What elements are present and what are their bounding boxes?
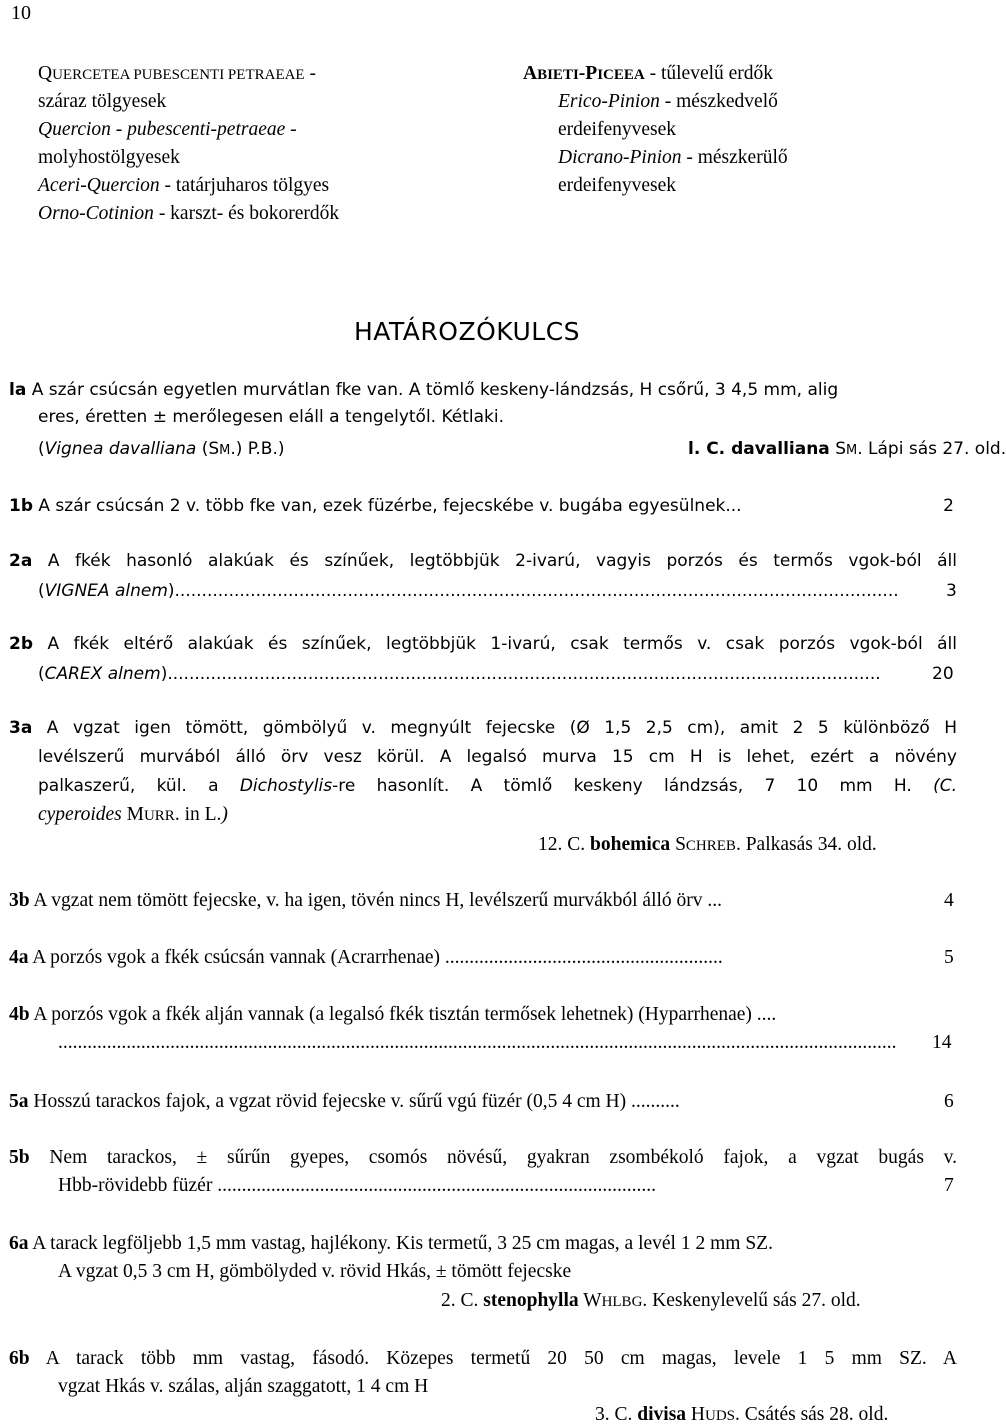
species-author: H (686, 1404, 706, 1425)
syntaxon-name: Erico-Pinion (558, 91, 660, 112)
couplet-number: 1b (9, 496, 33, 516)
species-number: l. C. (688, 439, 732, 459)
species-number: 3. C. (595, 1404, 638, 1425)
couplet-number: 4b (9, 1004, 30, 1025)
paren: ( (38, 439, 45, 459)
right-col-line-5: erdeifenyvesek (558, 175, 677, 196)
paren: ) (160, 664, 168, 684)
species-result (441, 1290, 861, 1312)
text-segment: palkaszerű, kül. a (38, 776, 240, 796)
right-col-line-4 (558, 147, 788, 169)
couplet-text: Nem tarackos, ± sűrűn gyepes, csomós növésű, gyakran zsombékoló fajok, a vgzat bugás v. (29, 1147, 957, 1168)
paren: ( (38, 664, 45, 684)
species-name: davalliana (731, 439, 830, 459)
couplet-text: Hosszú tarackos fajok, a vgzat rövid fejecske v. sűrű vgú füzér (0,5 4 cm H) (28, 1091, 627, 1112)
couplet-text: Hbb-rövidebb füzér (58, 1175, 213, 1196)
key-entry-line (9, 1147, 957, 1169)
species-name: bohemica (590, 834, 671, 855)
line-tail: - tatárjuharos tölgyes (159, 175, 330, 196)
right-col-line-1 (523, 63, 773, 85)
go-to-number: 2 (943, 496, 954, 516)
paren: ) (221, 804, 228, 825)
species-author: S (670, 834, 686, 855)
key-entry-line (9, 380, 838, 400)
key-entry-line (9, 1004, 776, 1026)
key-entry-line (9, 1233, 773, 1255)
author-smallcaps: M (219, 443, 231, 458)
key-heading: HATÁROZÓKULCS (354, 317, 581, 346)
couplet-text: A szár csúcsán egyetlen murvátlan fke van. A tömlő keskeny-lándzsás, H csőrű, 3 4,5 mm, alig (26, 380, 839, 400)
go-to-number: 6 (944, 1091, 954, 1112)
couplet-text: A fkék hasonló alakúak és színűek, legtöbbjük 2-ivarú, vagyis porzós és termős vgok-ból áll (32, 551, 957, 571)
right-col-line-3: erdeifenyvesek (558, 119, 677, 140)
species-author: S (829, 439, 846, 459)
author-tail: .) P.B.) (230, 439, 285, 459)
key-entry-line (9, 1348, 957, 1370)
leader-dots: ... (725, 496, 742, 516)
smallcaps-rest: BIETI (537, 67, 579, 83)
key-entry-line (38, 664, 928, 684)
line-tail: - (304, 63, 316, 84)
go-to-number: 14 (932, 1032, 952, 1053)
subgenus-name: VIGNEA alnem (44, 581, 168, 601)
smallcaps-initial: Q (38, 63, 53, 84)
species-author-smallcaps: HLBG (601, 1294, 643, 1310)
key-entry-line (9, 634, 957, 654)
species-author-smallcaps: CHREB (685, 838, 736, 854)
go-to-number: 4 (944, 890, 954, 911)
synonym-name: cyperoides (38, 804, 122, 825)
go-to-number: 3 (946, 581, 957, 601)
key-entry-line (38, 776, 957, 796)
species-author-smallcaps: M (846, 443, 858, 458)
species-result (538, 834, 877, 856)
left-col-line-5 (38, 175, 329, 197)
smallcaps-rest: ICEEA (597, 67, 645, 83)
species-name: stenophylla (483, 1290, 579, 1311)
species-result (595, 1404, 888, 1426)
key-entry-line (9, 1091, 680, 1113)
couplet-text: A porzós vgok a fkék csúcsán vannak (Acrarrhenae) (28, 947, 440, 968)
couplet-number: 2a (9, 551, 33, 571)
leader-dots: ...................................................................................................................................... (174, 581, 899, 601)
paren: ) (167, 581, 175, 601)
smallcaps-initial: A (523, 63, 538, 84)
couplet-number: 2b (9, 634, 33, 654)
couplet-number: 5a (9, 1091, 29, 1112)
author: (S (196, 439, 220, 459)
species-name: divisa (637, 1404, 687, 1425)
couplet-text: A tarack legföljebb 1,5 mm vastag, hajlékony. Kis termetű, 3 25 cm magas, a levél 1 2 mm SZ. (28, 1233, 773, 1254)
line-tail: - (285, 119, 297, 140)
go-to-number: 20 (932, 664, 954, 684)
subgenus-name: CAREX alnem (44, 664, 161, 684)
couplet-text: A szár csúcsán 2 v. több fke van, ezek füzérbe, fejecskébe v. bugába egyesülnek (33, 496, 726, 516)
author-smallcaps: URR (143, 808, 175, 824)
synonym-line (38, 439, 285, 459)
line-tail: - tűlevelű erdők (644, 63, 774, 84)
synonym-line (38, 804, 228, 826)
couplet-number: 5b (9, 1147, 30, 1168)
syntaxon-name: Aceri-Quercion (38, 175, 160, 196)
key-entry-line (9, 718, 957, 738)
couplet-text: A tarack több mm vastag, fásodó. Közepes termetű 20 50 cm magas, levele 1 5 mm SZ. A (29, 1348, 957, 1369)
leader-dots: .......... (626, 1091, 680, 1112)
line-tail: - karszt- és bokorerdők (153, 203, 340, 224)
smallcaps-rest: UERCETEA PUBESCENTI PETRAEAE (52, 67, 305, 83)
species-common-name: . Lápi sás 27. old. (857, 439, 1006, 459)
couplet-text: A vgzat nem tömött fejecske, v. ha igen, tövén nincs H, levélszerű murvákból álló örv (29, 890, 703, 911)
line-tail: - mészkerülő (681, 147, 788, 168)
left-col-line-1 (38, 63, 316, 85)
author-tail: . in L. (174, 804, 222, 825)
key-entry-line: levélszerű murvából álló örv vesz körül. A legalsó murva 15 cm H is lehet, ezért a növény (38, 747, 957, 767)
left-col-line-6 (38, 203, 339, 225)
species-common-name: . Csátés sás 28. old. (735, 1404, 889, 1425)
couplet-number: la (9, 380, 27, 400)
line-tail: - mészkedvelő (659, 91, 778, 112)
page-number: 10 (11, 2, 31, 24)
paren: ( (38, 581, 45, 601)
leader-dots: ......................................................... (440, 947, 723, 968)
left-col-line-3 (38, 119, 297, 141)
leader-dots: .................................................................................................................................... (167, 664, 881, 684)
key-entry-1b (9, 496, 957, 516)
smallcaps-initial: -P (578, 63, 598, 84)
key-entry-line: vgzat Hkás v. szálas, alján szaggatott, 1 4 cm H (58, 1376, 429, 1397)
text-segment: -re hasonlít. A tömlő keskeny lándzsás, 7 10 mm H. (332, 776, 912, 796)
leader-dots: .......................................................................................... (212, 1175, 656, 1196)
couplet-text: A fkék eltérő alakúak és színűek, legtöbbjük 1-ivarú, csak termős v. csak porzós vgok-ból áll (33, 634, 957, 654)
couplet-text: A porzós vgok a fkék alján vannak (a legalsó fkék tisztán termősek lehetnek) (Hyparrhenae) .... (29, 1004, 777, 1025)
synonym-start: (C. (911, 776, 958, 796)
species-common-name: . Keskenylevelű sás 27. old. (642, 1290, 861, 1311)
key-entry-line (38, 581, 957, 601)
species-number: 12. C. (538, 834, 591, 855)
left-col-line-2: száraz tölgyesek (38, 91, 167, 112)
species-common-name: . Palkasás 34. old. (735, 834, 877, 855)
leader-dots: ... (702, 890, 723, 911)
species-result (688, 439, 1006, 459)
couplet-number: 6a (9, 1233, 29, 1254)
syntaxon-name: Quercion - pubescenti-petraeae (38, 119, 286, 140)
leader-dots: ............................................................................................................................................................................ (58, 1032, 897, 1053)
key-entry-line (9, 890, 722, 912)
species-number: 2. C. (441, 1290, 484, 1311)
synonym-name: Vignea davalliana (44, 439, 197, 459)
key-entry-line (9, 551, 957, 571)
genus-name: Dichostylis (239, 776, 333, 796)
syntaxon-name: Orno-Cotinion (38, 203, 154, 224)
left-col-line-4: molyhostölgyesek (38, 147, 180, 168)
syntaxon-name: Dicrano-Pinion (558, 147, 682, 168)
key-entry-line (58, 1175, 928, 1197)
couplet-text: A vgzat igen tömött, gömbölyű v. megnyúlt fejecske (Ø 1,5 2,5 cm), amit 2 5 különböző H (32, 718, 957, 738)
couplet-number: 3b (9, 890, 30, 911)
species-author-smallcaps: UDS (705, 1408, 736, 1424)
go-to-number: 5 (944, 947, 954, 968)
author: M (121, 804, 144, 825)
couplet-number: 3a (9, 718, 33, 738)
key-entry-line: A vgzat 0,5 3 cm H, gömbölyded v. rövid Hkás, ± tömött fejecske (58, 1261, 572, 1282)
key-entry-line: eres, éretten ± merőlegesen eláll a tengelytől. Kétlaki. (38, 407, 505, 427)
couplet-number: 4a (9, 947, 29, 968)
right-col-line-2 (558, 91, 778, 113)
go-to-number: 7 (944, 1175, 954, 1196)
key-entry-line (9, 947, 723, 969)
couplet-number: 6b (9, 1348, 30, 1369)
species-author: W (578, 1290, 602, 1311)
